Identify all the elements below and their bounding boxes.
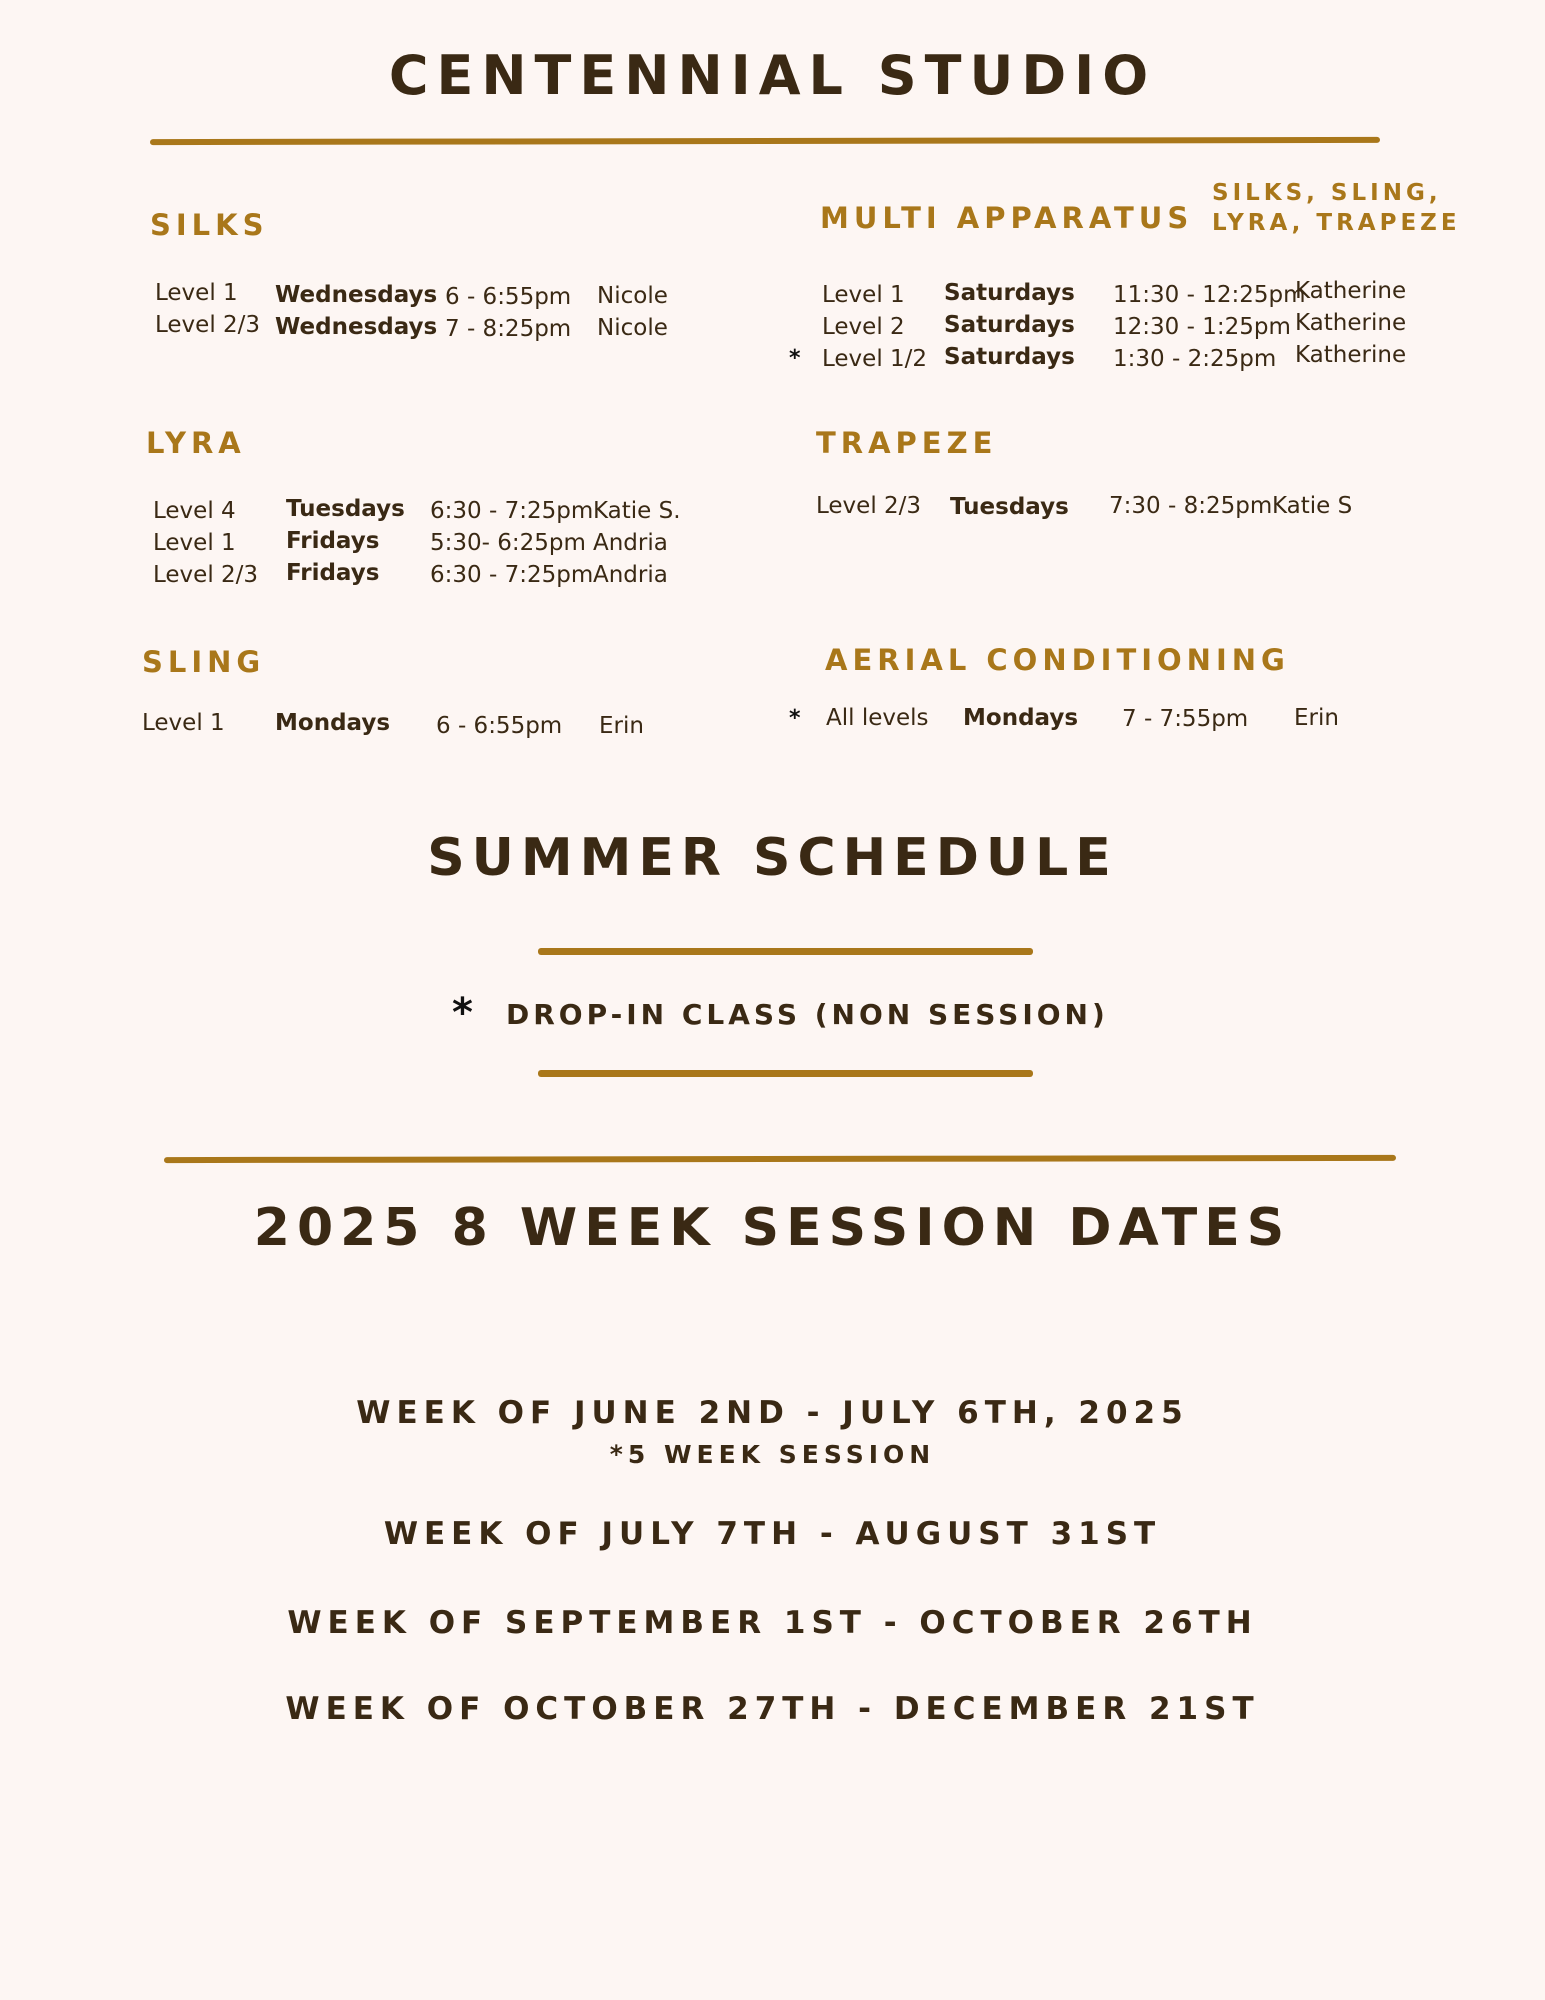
- lyra-row-2-day: Fridays: [286, 528, 380, 554]
- multi-row-3-day: Saturdays: [944, 344, 1075, 370]
- aerial-conditioning-heading: AERIAL CONDITIONING: [825, 643, 1290, 677]
- header-divider: [150, 137, 1380, 145]
- multi-row-3-level: Level 1/2: [822, 346, 928, 372]
- lyra-row-1-time: 6:30 - 7:25pm: [430, 498, 594, 524]
- multi-row-1-time: 11:30 - 12:25pm: [1113, 282, 1306, 308]
- sling-row-1-level: Level 1: [142, 710, 225, 736]
- multi-apparatus-subheading-1: SILKS, SLING,: [1212, 180, 1442, 206]
- multi-row-3-time: 1:30 - 2:25pm: [1113, 346, 1277, 372]
- multi-row-2-instructor: Katherine: [1295, 310, 1407, 336]
- conditioning-row-1-instructor: Erin: [1294, 705, 1339, 731]
- silks-row-2-level: Level 2/3: [155, 312, 261, 338]
- trapeze-heading: TRAPEZE: [816, 426, 998, 460]
- multi-row-1-day: Saturdays: [944, 280, 1075, 306]
- trapeze-row-1-time: 7:30 - 8:25pm: [1109, 493, 1273, 519]
- multi-row-2-level: Level 2: [822, 314, 905, 340]
- silks-row-1-instructor: Nicole: [597, 283, 668, 309]
- conditioning-row-1-day: Mondays: [963, 705, 1079, 731]
- session-date-2: WEEK OF JULY 7TH - AUGUST 31ST: [383, 1516, 1162, 1552]
- multi-row-1-instructor: Katherine: [1295, 278, 1407, 304]
- lyra-row-3-time: 6:30 - 7:25pm: [430, 562, 594, 588]
- session-date-1: WEEK OF JUNE 2ND - JULY 6TH, 2025: [356, 1395, 1189, 1431]
- trapeze-row-1-day: Tuesdays: [950, 494, 1069, 520]
- lyra-heading: LYRA: [146, 426, 246, 460]
- multi-apparatus-subheading-2: LYRA, TRAPEZE: [1212, 210, 1461, 236]
- legend-bottom-divider: [538, 1070, 1033, 1077]
- legend-top-divider: [538, 948, 1033, 955]
- silks-row-2-day: Wednesdays: [275, 314, 438, 340]
- lyra-row-2-time: 5:30- 6:25pm: [430, 530, 586, 556]
- multi-row-2-time: 12:30 - 1:25pm: [1113, 314, 1291, 340]
- sling-row-1-day: Mondays: [275, 710, 391, 736]
- silks-row-1-time: 6 - 6:55pm: [445, 284, 572, 310]
- lyra-row-1-level: Level 4: [153, 498, 236, 524]
- silks-row-2-instructor: Nicole: [597, 315, 668, 341]
- summer-schedule-title: SUMMER SCHEDULE: [427, 828, 1118, 888]
- session-divider: [164, 1155, 1396, 1163]
- silks-row-1-level: Level 1: [155, 280, 238, 306]
- silks-heading: SILKS: [150, 208, 269, 242]
- session-dates-title: 2025 8 WEEK SESSION DATES: [253, 1198, 1292, 1258]
- multi-apparatus-heading: MULTI APPARATUS: [820, 201, 1194, 235]
- trapeze-row-1-level: Level 2/3: [816, 493, 922, 519]
- multi-row-2-day: Saturdays: [944, 312, 1075, 338]
- sling-row-1-time: 6 - 6:55pm: [436, 713, 563, 739]
- conditioning-row-1-level: All levels: [826, 705, 929, 731]
- lyra-row-3-instructor: Andria: [593, 562, 668, 588]
- session-date-4: WEEK OF OCTOBER 27TH - DECEMBER 21ST: [285, 1691, 1260, 1727]
- silks-row-1-day: Wednesdays: [275, 282, 438, 308]
- lyra-row-3-level: Level 2/3: [153, 562, 259, 588]
- multi-row-1-level: Level 1: [822, 282, 905, 308]
- session-date-1-note: *5 WEEK SESSION: [609, 1440, 936, 1469]
- lyra-row-1-instructor: Katie S.: [593, 498, 681, 524]
- sling-row-1-instructor: Erin: [599, 713, 644, 739]
- lyra-row-3-day: Fridays: [286, 560, 380, 586]
- sling-heading: SLING: [142, 645, 266, 679]
- silks-row-2-time: 7 - 8:25pm: [445, 316, 572, 342]
- drop-in-marker: *: [789, 346, 801, 371]
- conditioning-row-1-time: 7 - 7:55pm: [1122, 706, 1249, 732]
- drop-in-legend-marker: *: [452, 990, 473, 1036]
- session-date-3: WEEK OF SEPTEMBER 1ST - OCTOBER 26TH: [287, 1605, 1258, 1641]
- drop-in-legend-text: DROP-IN CLASS (NON SESSION): [506, 998, 1109, 1031]
- multi-row-3-instructor: Katherine: [1295, 342, 1407, 368]
- lyra-row-2-level: Level 1: [153, 530, 236, 556]
- trapeze-row-1-instructor: Katie S: [1272, 493, 1353, 519]
- studio-title: CENTENNIAL STUDIO: [388, 44, 1157, 107]
- lyra-row-2-instructor: Andria: [593, 530, 668, 556]
- lyra-row-1-day: Tuesdays: [286, 496, 405, 522]
- drop-in-marker: *: [789, 706, 801, 731]
